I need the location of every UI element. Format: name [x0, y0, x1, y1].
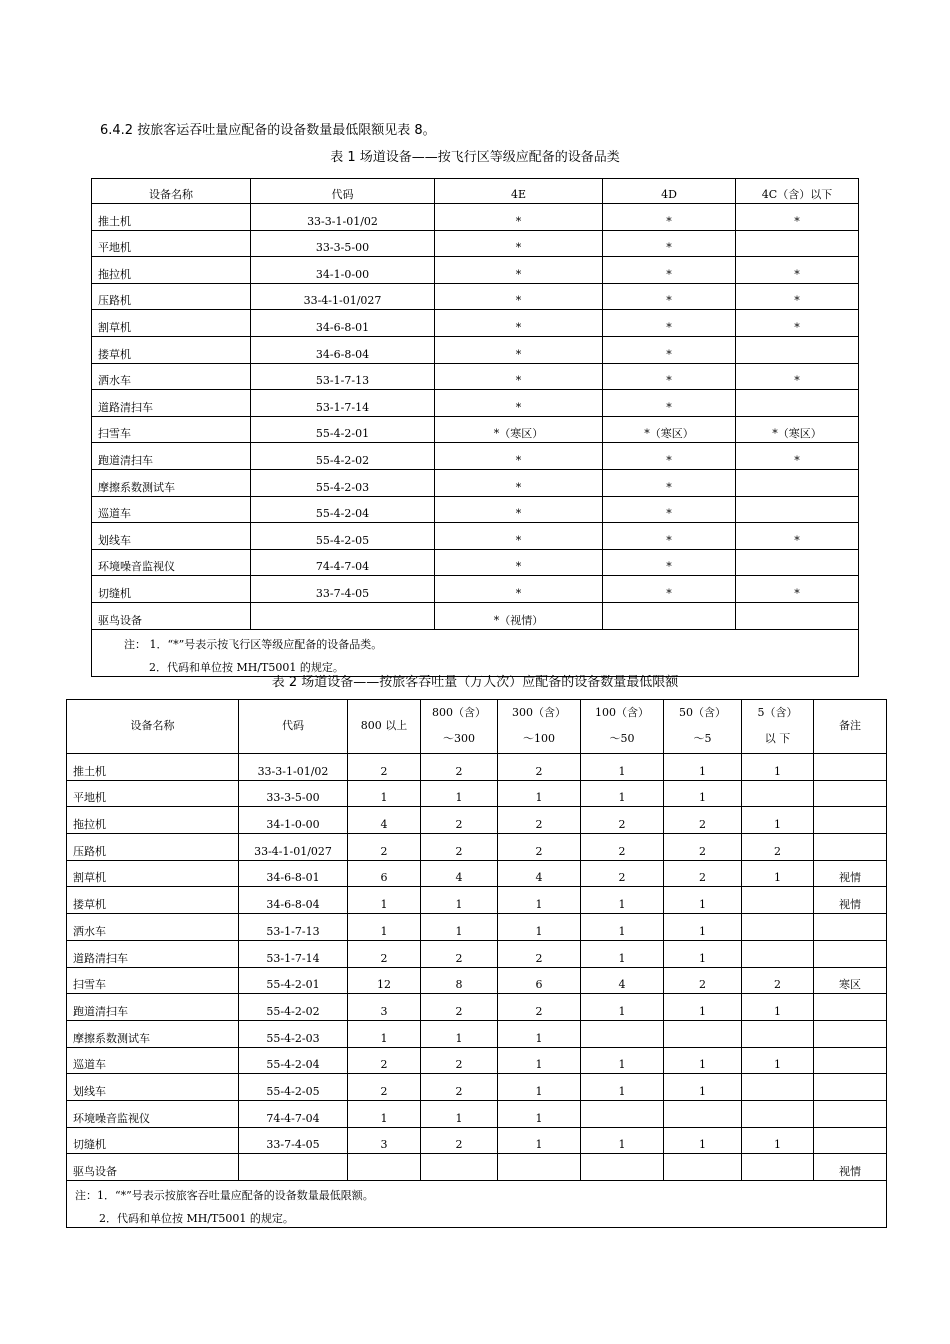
table-cell: 2: [498, 940, 581, 967]
table-cell: *: [603, 576, 736, 603]
table-cell: 2: [742, 834, 814, 861]
table-row: [92, 602, 859, 629]
table-cell: *: [435, 230, 603, 257]
table-cell: 1: [742, 807, 814, 834]
table-cell: *: [603, 390, 736, 417]
equipment-name-cell: 割草机: [67, 860, 239, 887]
table-cell: *: [435, 257, 603, 284]
table-cell: 1: [664, 1074, 742, 1101]
equipment-name-cell: 划线车: [92, 523, 251, 550]
table-cell: [581, 1100, 664, 1127]
table-cell: 33-3-1-01/02: [239, 754, 348, 781]
table-cell: 1: [348, 780, 421, 807]
table-cell: 55-4-2-04: [251, 496, 435, 523]
table-cell: [348, 1154, 421, 1181]
table-cell: 2: [664, 807, 742, 834]
table-cell: [814, 1020, 887, 1047]
table-cell: 55-4-2-05: [239, 1074, 348, 1101]
table-cell: 1: [498, 887, 581, 914]
header-line-bottom: 以 下: [764, 732, 791, 745]
header-line-bottom: 备注: [839, 719, 861, 732]
equipment-name-cell: 环境噪音监视仪: [92, 549, 251, 576]
table1-header-cell: 4C（含）以下: [736, 179, 859, 204]
table-row: [67, 1127, 887, 1154]
table2-header-cell: [581, 700, 664, 754]
table-cell: [814, 807, 887, 834]
table2-header-cell: [664, 700, 742, 754]
table-row: [67, 807, 887, 834]
table-cell: 4: [498, 860, 581, 887]
table-cell: 1: [421, 1020, 498, 1047]
table-cell: [239, 1154, 348, 1181]
table-cell: 34-6-8-01: [239, 860, 348, 887]
table-cell: 1: [498, 1074, 581, 1101]
table-cell: 1: [581, 940, 664, 967]
table-cell: 2: [742, 967, 814, 994]
equipment-name-cell: 跑道清扫车: [67, 994, 239, 1021]
table-cell: 74-4-7-04: [251, 549, 435, 576]
table-row: [67, 754, 887, 781]
table1-header-cell: 设备名称: [92, 179, 251, 204]
table-cell: 2: [421, 994, 498, 1021]
header-line-bottom: ～5: [693, 732, 712, 745]
table-note: 2．代码和单位按 MH/T5001 的规定。: [92, 653, 859, 677]
equipment-name-cell: 搂草机: [67, 887, 239, 914]
table-cell: 2: [348, 834, 421, 861]
table-cell: 1: [348, 914, 421, 941]
table-cell: *: [736, 443, 859, 470]
table-cell: *: [736, 523, 859, 550]
table-cell: [814, 780, 887, 807]
table-cell: 6: [498, 967, 581, 994]
table-cell: 1: [742, 994, 814, 1021]
table-cell: 2: [664, 860, 742, 887]
header-line: 代码: [282, 719, 304, 732]
section-heading: 6.4.2 按旅客运吞吐量应配备的设备数量最低限额见表 8。: [100, 123, 436, 138]
table-cell: 1: [581, 914, 664, 941]
table2-header-cell: [348, 700, 421, 754]
table-cell: *: [603, 310, 736, 337]
table-cell: *: [435, 336, 603, 363]
table-cell: 8: [421, 967, 498, 994]
table-row: [67, 834, 887, 861]
header-line-bottom: ～100: [523, 732, 555, 745]
table1-header-row: [92, 179, 859, 204]
table-cell: 寒区: [814, 967, 887, 994]
table-cell: 55-4-2-02: [239, 994, 348, 1021]
table-cell: 2: [581, 860, 664, 887]
table-row: [67, 994, 887, 1021]
table-row: [92, 416, 859, 443]
table-cell: *: [435, 363, 603, 390]
table-cell: [742, 1074, 814, 1101]
table-cell: 33-3-1-01/02: [251, 204, 435, 231]
table-cell: 34-6-8-04: [251, 336, 435, 363]
table-row: [67, 887, 887, 914]
table-cell: 55-4-2-04: [239, 1047, 348, 1074]
table-row: [92, 443, 859, 470]
table-cell: *: [603, 283, 736, 310]
equipment-name-cell: 巡道车: [92, 496, 251, 523]
equipment-name-cell: 切缝机: [92, 576, 251, 603]
table-cell: 2: [664, 834, 742, 861]
table-cell: 1: [581, 780, 664, 807]
header-line-top: 5（含）: [757, 706, 798, 719]
table-row: [67, 940, 887, 967]
table-cell: 2: [581, 834, 664, 861]
table-cell: 33-3-5-00: [251, 230, 435, 257]
equipment-name-cell: 环境噪音监视仪: [67, 1100, 239, 1127]
table-cell: 33-7-4-05: [251, 576, 435, 603]
equipment-name-cell: 扫雪车: [67, 967, 239, 994]
table2-caption: 表 2 场道设备——按旅客吞吐量（万人次）应配备的设备数量最低限额: [271, 675, 679, 690]
table-row: [67, 1074, 887, 1101]
table-cell: 2: [421, 754, 498, 781]
equipment-name-cell: 巡道车: [67, 1047, 239, 1074]
table-cell: 1: [742, 754, 814, 781]
table-cell: 1: [348, 1100, 421, 1127]
table-cell: *: [736, 363, 859, 390]
table-cell: *: [435, 576, 603, 603]
table-row: [92, 310, 859, 337]
table-cell: 2: [348, 754, 421, 781]
table-cell: [736, 549, 859, 576]
table-cell: 33-7-4-05: [239, 1127, 348, 1154]
table-row: [92, 204, 859, 231]
table2-header-cell: [239, 700, 348, 754]
table-cell: [814, 994, 887, 1021]
table-row: [67, 914, 887, 941]
table-cell: [581, 1020, 664, 1047]
table-cell: *（寒区）: [435, 416, 603, 443]
table-cell: 53-1-7-13: [251, 363, 435, 390]
table1-note-row: [92, 629, 859, 653]
table-row: [92, 283, 859, 310]
table-row: [67, 780, 887, 807]
header-line-top: 300（含）: [512, 706, 566, 719]
equipment-name-cell: 跑道清扫车: [92, 443, 251, 470]
table-cell: 1: [664, 887, 742, 914]
table-cell: *（寒区）: [736, 416, 859, 443]
table-cell: 6: [348, 860, 421, 887]
table-cell: 1: [664, 940, 742, 967]
table-cell: *: [435, 443, 603, 470]
table-cell: *: [603, 496, 736, 523]
table-cell: 1: [348, 1020, 421, 1047]
table-cell: 55-4-2-05: [251, 523, 435, 550]
table-cell: *: [603, 230, 736, 257]
table-cell: 33-4-1-01/027: [251, 283, 435, 310]
equipment-name-cell: 摩擦系数测试车: [67, 1020, 239, 1047]
table1-caption: 表 1 场道设备——按飞行区等级应配备的设备品类: [330, 150, 620, 165]
table-cell: 1: [742, 1127, 814, 1154]
equipment-name-cell: 推土机: [67, 754, 239, 781]
table-note: 2．代码和单位按 MH/T5001 的规定。: [67, 1204, 887, 1228]
table-cell: [736, 602, 859, 629]
table-cell: 1: [498, 1047, 581, 1074]
table-cell: 1: [664, 914, 742, 941]
table-row: [67, 1020, 887, 1047]
table-cell: 1: [421, 780, 498, 807]
table-cell: [742, 780, 814, 807]
table2-equipment-min-quantity: [66, 699, 887, 1228]
table-cell: *: [603, 549, 736, 576]
table-cell: *: [435, 204, 603, 231]
table-cell: 视情: [814, 1154, 887, 1181]
table-cell: [251, 602, 435, 629]
table-cell: [736, 469, 859, 496]
table-row: [67, 1047, 887, 1074]
table-cell: 1: [421, 1100, 498, 1127]
table-cell: *: [603, 204, 736, 231]
table-row: [92, 363, 859, 390]
table-row: [92, 257, 859, 284]
table-cell: 2: [348, 1074, 421, 1101]
table-cell: 1: [581, 754, 664, 781]
table-cell: 1: [664, 994, 742, 1021]
table-cell: 1: [498, 914, 581, 941]
table-cell: 4: [348, 807, 421, 834]
table-cell: [742, 940, 814, 967]
table-cell: *: [736, 283, 859, 310]
table-row: [92, 549, 859, 576]
table-cell: [814, 754, 887, 781]
header-line: 800 以上: [360, 719, 408, 732]
table-cell: *: [603, 257, 736, 284]
header-line: 设备名称: [130, 719, 175, 732]
table-cell: [736, 336, 859, 363]
table-row: [92, 496, 859, 523]
table-cell: [664, 1020, 742, 1047]
table-cell: 34-1-0-00: [239, 807, 348, 834]
equipment-name-cell: 压路机: [92, 283, 251, 310]
table-cell: 12: [348, 967, 421, 994]
table-cell: 1: [742, 860, 814, 887]
table-row: [67, 1154, 887, 1181]
table-cell: *: [435, 390, 603, 417]
equipment-name-cell: 摩擦系数测试车: [92, 469, 251, 496]
table-cell: *: [603, 523, 736, 550]
equipment-name-cell: 划线车: [67, 1074, 239, 1101]
table-cell: 53-1-7-14: [239, 940, 348, 967]
equipment-name-cell: 平地机: [92, 230, 251, 257]
table-cell: 2: [421, 807, 498, 834]
table-row: [92, 230, 859, 257]
header-line-bottom: ～300: [443, 732, 475, 745]
table2-header-cell: [498, 700, 581, 754]
equipment-name-cell: 压路机: [67, 834, 239, 861]
table-cell: 3: [348, 1127, 421, 1154]
table-cell: 2: [498, 807, 581, 834]
table-row: [67, 1100, 887, 1127]
table-cell: 1: [742, 1047, 814, 1074]
table-cell: *: [603, 469, 736, 496]
table-cell: [814, 1074, 887, 1101]
table-cell: 1: [498, 780, 581, 807]
table-cell: 2: [498, 754, 581, 781]
equipment-name-cell: 洒水车: [67, 914, 239, 941]
table-cell: 1: [498, 1100, 581, 1127]
table-cell: *: [736, 257, 859, 284]
table-cell: [498, 1154, 581, 1181]
table-cell: [421, 1154, 498, 1181]
table-cell: *: [435, 523, 603, 550]
table-cell: 1: [348, 887, 421, 914]
equipment-name-cell: 驱鸟设备: [67, 1154, 239, 1181]
table-cell: [814, 940, 887, 967]
table2-header-cell: [742, 700, 814, 754]
table2-header-row: [67, 700, 887, 754]
table-row: [67, 860, 887, 887]
table-cell: [581, 1154, 664, 1181]
equipment-name-cell: 道路清扫车: [67, 940, 239, 967]
table-cell: 55-4-2-02: [251, 443, 435, 470]
equipment-name-cell: 拖拉机: [67, 807, 239, 834]
table-cell: *: [435, 549, 603, 576]
table-cell: 1: [581, 994, 664, 1021]
table-cell: [814, 914, 887, 941]
table-row: [67, 967, 887, 994]
table-row: [92, 390, 859, 417]
table-row: [92, 576, 859, 603]
table-cell: *: [736, 204, 859, 231]
table-cell: [814, 834, 887, 861]
table-cell: 2: [421, 1047, 498, 1074]
table-cell: [736, 496, 859, 523]
table-cell: 1: [421, 887, 498, 914]
table-cell: [664, 1154, 742, 1181]
table-cell: 55-4-2-03: [239, 1020, 348, 1047]
table-row: [92, 469, 859, 496]
table-cell: 34-1-0-00: [251, 257, 435, 284]
table-cell: 4: [581, 967, 664, 994]
equipment-name-cell: 搂草机: [92, 336, 251, 363]
table-cell: 1: [581, 1127, 664, 1154]
table-cell: 1: [664, 1127, 742, 1154]
table-cell: 55-4-2-01: [251, 416, 435, 443]
table-note: 注：1．“*”号表示按旅客吞吐量应配备的设备数量最低限额。: [67, 1181, 887, 1205]
table-cell: [664, 1100, 742, 1127]
table-cell: 53-1-7-14: [251, 390, 435, 417]
table-cell: 2: [498, 834, 581, 861]
table-cell: 2: [348, 1047, 421, 1074]
header-line-top: 100（含）: [595, 706, 649, 719]
table-cell: *: [603, 363, 736, 390]
table-cell: 1: [498, 1020, 581, 1047]
table-cell: *（视情）: [435, 602, 603, 629]
table-cell: 2: [421, 1127, 498, 1154]
table-cell: 视情: [814, 860, 887, 887]
table-cell: 1: [664, 1047, 742, 1074]
table-cell: *: [736, 310, 859, 337]
table-cell: [742, 1154, 814, 1181]
table-cell: 1: [581, 887, 664, 914]
header-line-top: 50（含）: [679, 706, 726, 719]
equipment-name-cell: 割草机: [92, 310, 251, 337]
table2-note-row: [67, 1204, 887, 1228]
table-cell: [742, 1020, 814, 1047]
table-cell: 2: [498, 994, 581, 1021]
equipment-name-cell: 推土机: [92, 204, 251, 231]
table-cell: *: [736, 576, 859, 603]
table-row: [92, 336, 859, 363]
table2-note-row: [67, 1181, 887, 1205]
table-cell: 2: [421, 834, 498, 861]
table-cell: 55-4-2-03: [251, 469, 435, 496]
table1-header-cell: 4D: [603, 179, 736, 204]
table-cell: 53-1-7-13: [239, 914, 348, 941]
table-cell: *: [435, 310, 603, 337]
table-cell: *: [435, 496, 603, 523]
table1-header-cell: 4E: [435, 179, 603, 204]
table-cell: *: [603, 336, 736, 363]
equipment-name-cell: 扫雪车: [92, 416, 251, 443]
table-cell: 2: [581, 807, 664, 834]
table-note: 注： 1．“*”号表示按飞行区等级应配备的设备品类。: [92, 629, 859, 653]
table-cell: *: [435, 469, 603, 496]
table-cell: 3: [348, 994, 421, 1021]
table-cell: 55-4-2-01: [239, 967, 348, 994]
table-cell: 2: [421, 940, 498, 967]
table-cell: 34-6-8-01: [251, 310, 435, 337]
table-cell: [742, 914, 814, 941]
equipment-name-cell: 道路清扫车: [92, 390, 251, 417]
table-cell: [742, 887, 814, 914]
table-cell: 2: [664, 967, 742, 994]
table-cell: 74-4-7-04: [239, 1100, 348, 1127]
table-cell: 1: [421, 914, 498, 941]
table-cell: [603, 602, 736, 629]
equipment-name-cell: 洒水车: [92, 363, 251, 390]
table-cell: [736, 230, 859, 257]
table2-header-cell: [421, 700, 498, 754]
table2-header-cell: [814, 700, 887, 754]
header-line-bottom: ～50: [609, 732, 635, 745]
table-cell: 1: [581, 1047, 664, 1074]
table-cell: 1: [664, 754, 742, 781]
equipment-name-cell: 平地机: [67, 780, 239, 807]
table-cell: [814, 1127, 887, 1154]
table-cell: [814, 1100, 887, 1127]
table-cell: 34-6-8-04: [239, 887, 348, 914]
table-cell: 33-3-5-00: [239, 780, 348, 807]
equipment-name-cell: 切缝机: [67, 1127, 239, 1154]
table-cell: *: [435, 283, 603, 310]
equipment-name-cell: 驱鸟设备: [92, 602, 251, 629]
table-cell: [814, 1047, 887, 1074]
equipment-name-cell: 拖拉机: [92, 257, 251, 284]
table-cell: 2: [421, 1074, 498, 1101]
header-line-top: 800（含）: [432, 706, 486, 719]
table-cell: 4: [421, 860, 498, 887]
table1-header-cell: 代码: [251, 179, 435, 204]
table2-header-cell: [67, 700, 239, 754]
table-cell: *（寒区）: [603, 416, 736, 443]
table-cell: 1: [498, 1127, 581, 1154]
table-cell: 33-4-1-01/027: [239, 834, 348, 861]
table-cell: 视情: [814, 887, 887, 914]
table-row: [92, 523, 859, 550]
table-cell: *: [603, 443, 736, 470]
table-cell: 1: [664, 780, 742, 807]
table-cell: [736, 390, 859, 417]
table-cell: 1: [581, 1074, 664, 1101]
table1-equipment-by-airfield-class: [91, 178, 859, 677]
table-cell: [742, 1100, 814, 1127]
table-cell: 2: [348, 940, 421, 967]
